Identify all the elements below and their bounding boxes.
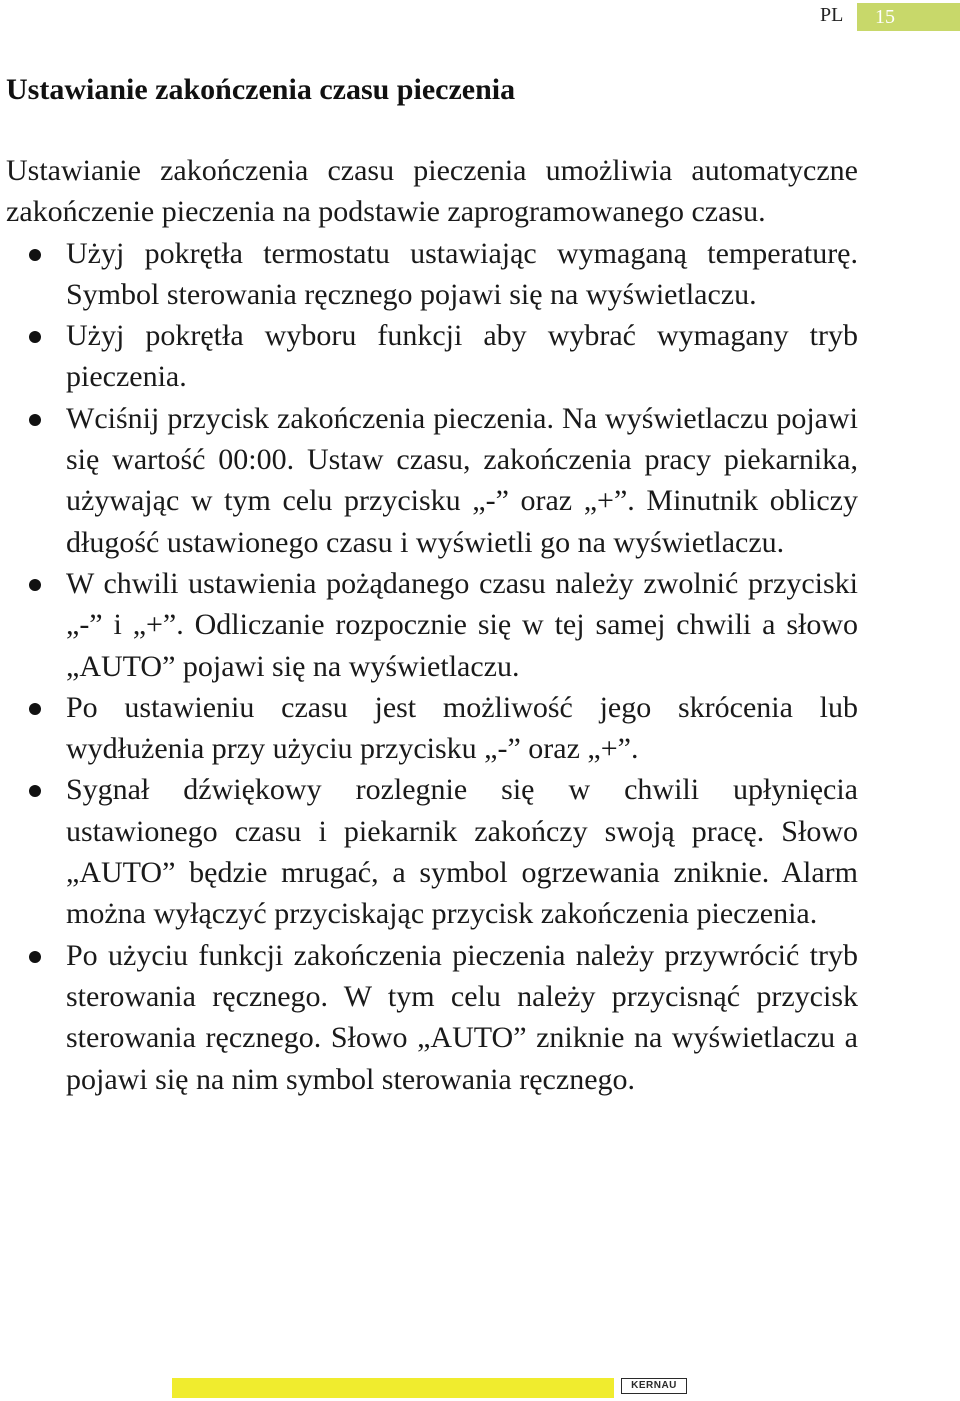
list-item	[6, 315, 858, 398]
list-item	[6, 398, 858, 563]
list-item-text: Sygnał dźwiękowy rozlegnie się w chwili upłynięcia ustawionego czasu i piekarnik zakończy swoją pracę. Słowo „AUTO” będzie mrugać, a symbol ogrzewania zniknie. Alarm można wyłączyć przyciskając przycisk zakończenia pieczenia.	[66, 773, 858, 931]
bullet-icon	[29, 414, 41, 426]
list-item-text: W chwili ustawienia pożądanego czasu należy zwolnić przyciski „-” i „+”. Odliczanie rozpocznie się w tej samej chwili a słowo „AUTO” pojawi się na wyświetlaczu.	[66, 566, 858, 683]
language-code: PL	[820, 4, 844, 26]
list-item	[6, 563, 858, 687]
list-item-text: Po ustawieniu czasu jest możliwość jego skrócenia lub wydłużenia przy użyciu przycisku „-” oraz „+”.	[66, 690, 858, 766]
footer-accent-bar	[172, 1378, 614, 1398]
brand-logo: KERNAU	[621, 1378, 687, 1394]
bullet-icon	[29, 703, 41, 715]
intro-paragraph: Ustawianie zakończenia czasu pieczenia umożliwia automatyczne zakończenie pieczenia na podstawie zaprogramowanego czasu.	[6, 154, 858, 229]
bullet-icon	[29, 579, 41, 591]
list-item-text: Po użyciu funkcji zakończenia pieczenia należy przywrócić tryb sterowania ręcznego. W tym celu należy przycisnąć przycisk sterowania ręcznego. Słowo „AUTO” zniknie na wyświetlaczu a pojawi się na nim symbol sterowania ręcznego.	[66, 938, 858, 1096]
list-item	[6, 769, 858, 934]
bullet-icon	[29, 331, 41, 343]
document-body	[6, 150, 858, 1100]
list-item-text: Użyj pokrętła wyboru funkcji aby wybrać wymagany tryb pieczenia.	[66, 319, 858, 394]
list-item	[6, 687, 858, 770]
instruction-list	[6, 233, 858, 1100]
list-item	[6, 233, 858, 316]
list-item	[6, 935, 858, 1100]
list-item-text: Użyj pokrętła termostatu ustawiając wymaganą temperaturę. Symbol sterowania ręcznego pojawi się na wyświetlaczu.	[66, 236, 858, 311]
page-title: Ustawianie zakończenia czasu pieczenia	[6, 73, 516, 106]
bullet-icon	[29, 249, 41, 261]
page-number-box	[857, 3, 960, 31]
bullet-icon	[29, 785, 41, 797]
bullet-icon	[29, 951, 41, 963]
list-item-text: Wciśnij przycisk zakończenia pieczenia. Na wyświetlaczu pojawi się wartość 00:00. Ustaw czasu, zakończenia pracy piekarnika, używając w tym celu przycisku „-” oraz „+”. Minutnik obliczy długość ustawionego czasu i wyświetli go na wyświetlaczu.	[66, 401, 858, 559]
page-number: 15	[875, 6, 895, 28]
